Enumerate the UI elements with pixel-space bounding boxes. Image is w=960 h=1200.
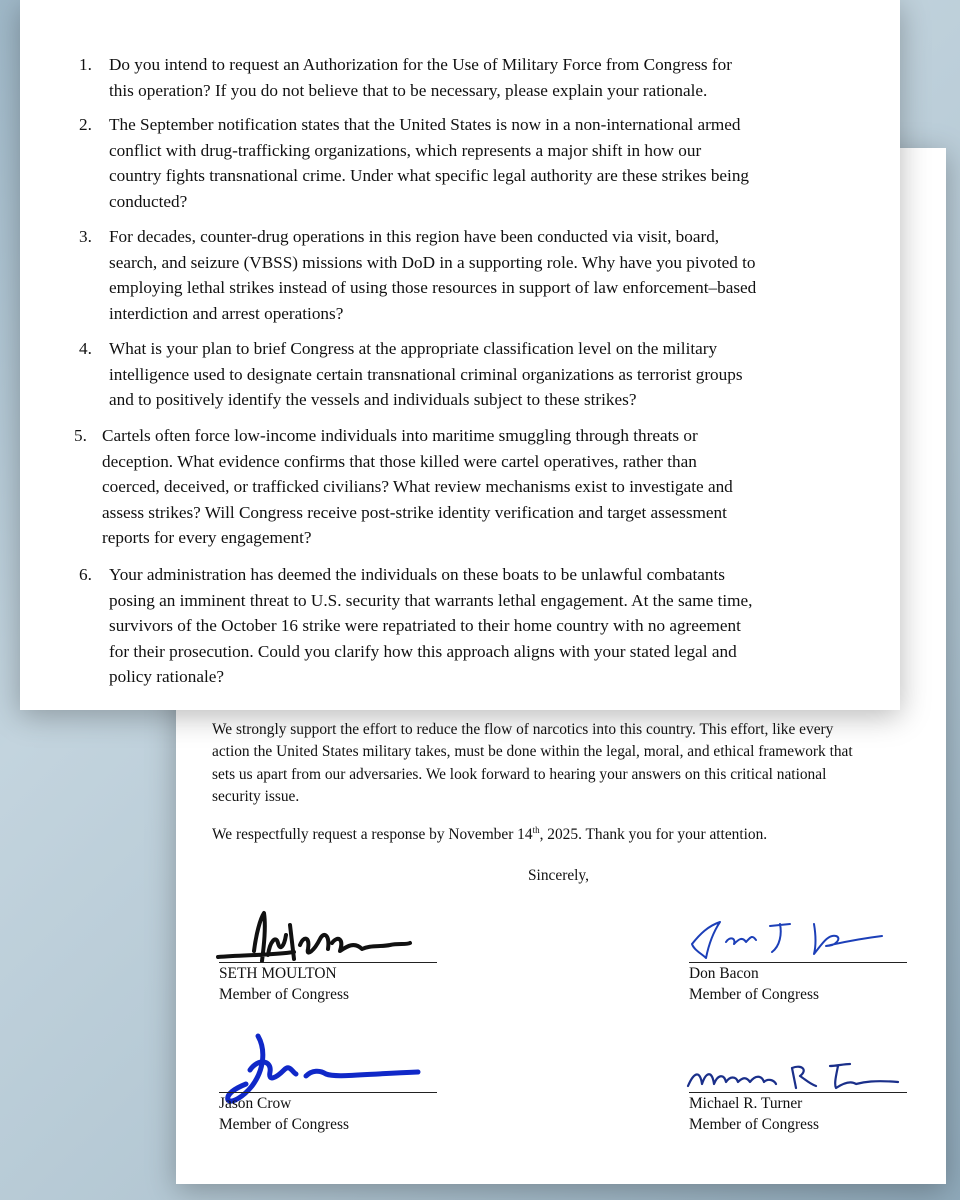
question-line: For decades, counter-drug operations in this region have been conducted via visit, board,	[109, 227, 720, 246]
question-number: 3.	[79, 227, 92, 246]
signatory-name: Michael R. Turner	[689, 1095, 803, 1112]
request-paragraph	[212, 824, 767, 846]
question-line: Your administration has deemed the individuals on these boats to be unlawful combatants	[109, 565, 725, 584]
signatory-name: Jason Crow	[219, 1095, 292, 1112]
signatory-name: SETH MOULTON	[219, 965, 337, 982]
question-item	[79, 224, 756, 326]
closing-salutation: Sincerely,	[528, 867, 589, 884]
question-number: 4.	[79, 339, 92, 358]
signature-line	[219, 1092, 437, 1093]
signature-bacon	[686, 914, 886, 962]
question-line: interdiction and arrest operations?	[109, 303, 344, 323]
paragraph-line: security issue.	[212, 788, 300, 806]
request-text: We respectfully request a response by November 14	[212, 826, 533, 843]
signatory-title: Member of Congress	[219, 986, 349, 1003]
signature-line	[689, 1092, 907, 1093]
paragraph-line: We strongly support the effort to reduce the flow of narcotics into this country. This effort, like every	[212, 721, 834, 738]
question-line: Cartels often force low-income individuals into maritime smuggling through threats or	[102, 426, 698, 445]
question-item	[79, 562, 752, 690]
signature-turner	[684, 1056, 904, 1096]
signatory-name: Don Bacon	[689, 965, 759, 982]
request-text-end: , 2025. Thank you for your attention.	[539, 826, 768, 843]
question-number: 1.	[79, 55, 92, 74]
question-line: The September notification states that the United States is now in a non-international armed	[109, 115, 741, 134]
question-number: 6.	[79, 565, 92, 584]
question-item	[74, 423, 733, 551]
question-item	[79, 336, 743, 413]
question-line: conflict with drug-trafficking organizations, which represents a major shift in how our	[109, 140, 702, 160]
question-number: 5.	[74, 426, 87, 445]
question-item	[79, 52, 732, 103]
question-line: employing lethal strikes instead of using those resources in support of law enforcement–based	[109, 278, 757, 298]
date-ordinal-suffix: th	[532, 824, 540, 835]
signature-line	[219, 962, 437, 963]
support-paragraph	[212, 719, 853, 809]
question-line: for their prosecution. Could you clarify how this approach aligns with your stated legal and	[109, 641, 737, 661]
question-line: Do you intend to request an Authorization for the Use of Military Force from Congress for	[109, 55, 732, 74]
question-item	[79, 112, 749, 214]
signature-moulton	[214, 905, 414, 969]
question-line: conducted?	[109, 191, 188, 211]
question-line: and to positively identify the vessels and individuals subject to these strikes?	[109, 390, 637, 410]
question-line: this operation? If you do not believe that to be necessary, please explain your rationale.	[109, 80, 708, 100]
question-line: posing an imminent threat to U.S. security that warrants lethal engagement. At the same time,	[109, 590, 753, 610]
question-line: reports for every engagement?	[102, 528, 312, 548]
question-line: intelligence used to designate certain transnational criminal organizations as terrorist groups	[109, 364, 743, 384]
question-line: What is your plan to brief Congress at the appropriate classification level on the military	[109, 339, 718, 358]
question-line: coerced, deceived, or trafficked civilians? What review mechanisms exist to investigate and	[102, 477, 733, 497]
paragraph-line: action the United States military takes, must be done within the legal, moral, and ethical framework that	[212, 743, 853, 761]
signatory-title: Member of Congress	[689, 1116, 819, 1133]
paragraph-line: sets us apart from our adversaries. We look forward to hearing your answers on this critical national	[212, 765, 827, 783]
question-line: deception. What evidence confirms that those killed were cartel operatives, rather than	[102, 451, 697, 471]
question-line: assess strikes? Will Congress receive post-strike identity verification and target assessment	[102, 502, 727, 522]
question-line: country fights transnational crime. Under what specific legal authority are these strikes being	[109, 166, 750, 186]
signatory-title: Member of Congress	[689, 986, 819, 1003]
question-number: 2.	[79, 115, 92, 134]
question-line: survivors of the October 16 strike were repatriated to their home country with no agreement	[109, 616, 741, 636]
question-line: policy rationale?	[109, 667, 225, 687]
signatory-title: Member of Congress	[219, 1116, 349, 1133]
question-line: search, and seizure (VBSS) missions with DoD in a supporting role. Why have you pivoted to	[109, 252, 756, 272]
signature-line	[689, 962, 907, 963]
